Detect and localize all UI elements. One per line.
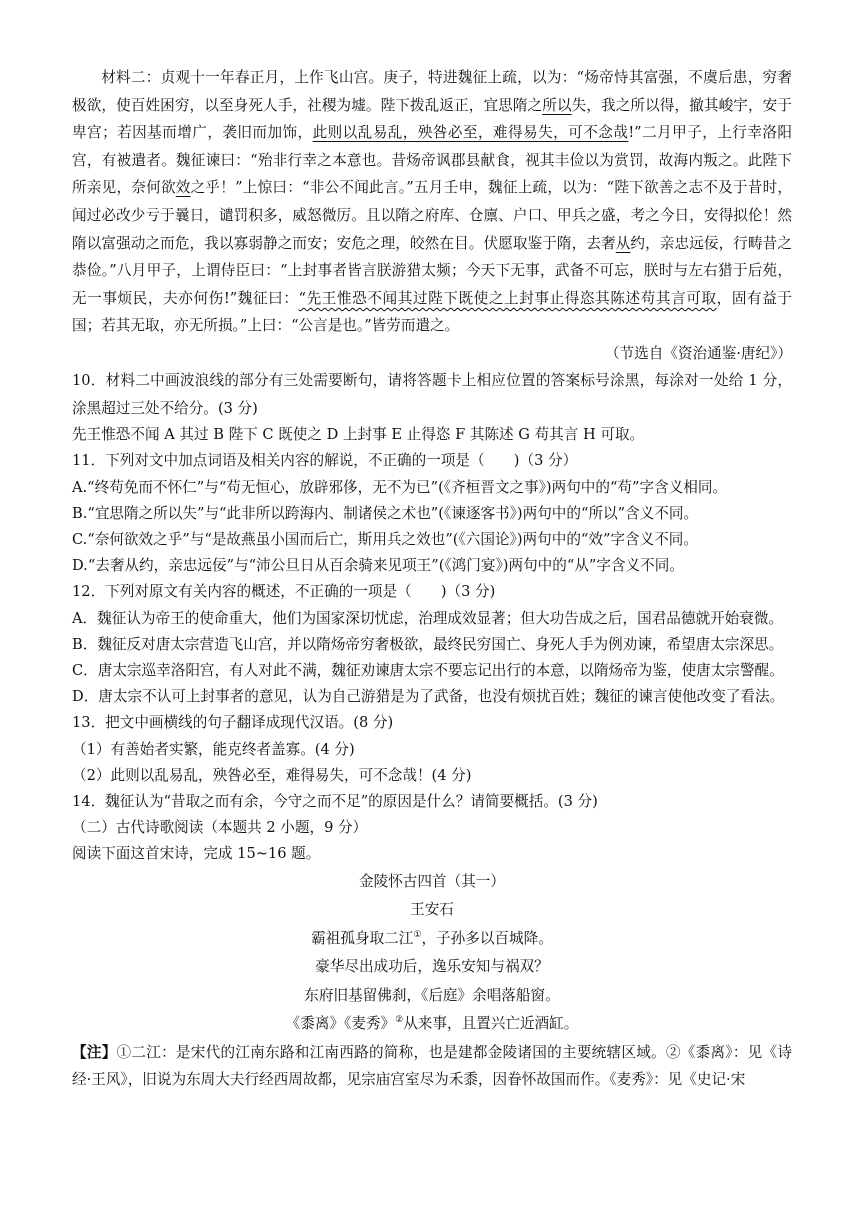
passage-text: !”二月甲子，上行幸洛阳宫，有被遣者。魏征谏曰：“殆非行幸之本意也。昔炀帝讽郡县献食，视其丰俭以为赏罚，故海内叛之。此陛下所亲见，奈何欲 [72,124,792,197]
passage-text: 约，亲忠远佞，行畴昔之恭俭。”八月甲子，上谓侍臣曰：“上封事者皆言朕游猎太频；今天下无事，武备不可忘，朕时与左右猎于后苑，无一事烦民，夫亦何伤!”魏征曰： [72,234,792,307]
poem-note [72,1039,792,1093]
note-text: ①二江：是宋代的江南东路和江南西路的简称，也是建都金陵诸国的主要统辖区域。②《黍离》：见《诗经·王风》，旧说为东周大夫行经西周故都，见宗庙宫室尽为禾黍，因眷怀故国而作。《麦秀》：见《史记·宋 [72,1043,792,1088]
material-passage [72,64,792,340]
question-13-part-1: （1）有善始者实繁，能克终者盖寡。(4 分) [72,740,355,758]
question-13: 13．把文中画横线的句子翻译成现代汉语。(8 分) [72,714,394,732]
poem-text: 《黍离》《麦秀》 [285,1015,396,1033]
document-page [72,64,792,1093]
poem-instructions: 阅读下面这首宋诗，完成 15~16 题。 [72,845,321,863]
source-citation: （节选自《资治通鉴·唐纪》） [604,344,792,362]
underlined-sentence: 此则以乱易乱，殃咎必至，难得易失，可不念哉 [312,124,629,142]
question-12-option-c: C．唐太宗巡幸洛阳宫，有人对此不满，魏征劝谏唐太宗不要忘记出行的本意，以隋炀帝为鉴，使唐太宗警醒。 [72,661,784,679]
passage-text: 之乎！”上惊曰：“非公不闻此言。”五月壬申，魏征上疏，以为：“陛下欲善之志不及于昔时，闻过必改少亏于曩日，谴罚积多，威怒微厉。且以隋之府库、仓廪、户口、甲兵之盛，考之今日，安得拟伦！然隋以富强动之而危，我以寡弱静之而安；安危之理，皎然在目。伏愿取鉴于隋，去奢 [72,179,792,252]
passage-text: 材料二：贞观十一年春正月，上作飞山宫。庚子，特进魏征上疏，以为：“炀帝恃其富强，不虞后患，穷奢极欲，使百姓困穷，以至身死人手，社稷为墟。陛下拨乱返正，宜思隋之 [72,69,792,114]
question-12-option-d: D．唐太宗不认可上封事者的意见，认为自己游猎是为了武备，也没有烦扰百姓；魏征的谏言使他改变了看法。 [72,688,785,706]
poem-line-3: 东府旧基留佛刹，《后庭》余唱落船窗。 [304,986,560,1004]
poem-text: 从来事，且置兴亡近酒缸。 [403,1015,579,1033]
poem-line-4 [72,1010,792,1039]
poem-text: ，子孙多以百城降。 [421,929,553,947]
poem-author: 王安石 [410,901,454,919]
question-12: 12．下列对原文有关内容的概述，不正确的一项是（ )（3 分) [72,583,496,601]
question-11-option-c: C.“奈何欲效之乎”与“是故燕虽小国而后亡，斯用兵之效也”(《六国论》)两句中的“效”字含义不同。 [72,530,698,548]
question-11-option-a: A.“终苟免而不怀仁”与“苟无恒心，放辟邪侈，无不为已”(《齐桓晋文之事》)两句中的“苟”字含义相同。 [72,478,728,496]
question-14: 14．魏征认为“昔取之而有余，今守之而不足”的原因是什么？请简要概括。(3 分) [72,792,598,810]
poem-line-1 [72,925,792,954]
poem-title: 金陵怀古四首（其一） [359,872,505,890]
question-13-part-2: （2）此则以乱易乱，殃咎必至，难得易失，可不念哉！(4 分) [72,766,472,784]
footnote-marker: ① [413,929,422,940]
passage-text: 失，我之所以得，撤其峻宇，安于卑宫；若因基而增广，袭旧而加饰， [72,96,792,142]
note-label: 【注】 [72,1043,117,1061]
question-11: 11．下列对文中加点词语及相关内容的解说，不正确的一项是（ )（3 分） [72,452,578,470]
question-10-options: 先王惟恐不闻 A 其过 B 陛下 C 既使之 D 上封事 E 止得恣 F 其陈述 G 苟其言 H 可取。 [72,426,645,444]
wavy-line-segment: “先王惟恐不闻其过陛下既使之上封事止得恣其陈述苟其言可取 [298,289,717,307]
question-12-option-a: A．魏征认为帝王的使命重大，他们为国家深切忧虑，治理成效显著；但大功告成之后，国君品德就开始衰微。 [72,609,784,627]
question-12-option-b: B．魏征反对唐太宗营造飞山宫，并以隋炀帝穷奢极欲，最终民穷国亡、身死人手为例劝谏，希望唐太宗深思。 [72,635,784,653]
footnote-marker: ② [395,1015,404,1026]
passage-text: ，固有益于国；若其无取，亦无所损。”上曰：“公言是也。”皆劳而遣之。 [72,289,792,335]
question-11-option-b: B.“宜思隋之所以失”与“此非所以跨海内、制诸侯之术也”(《谏逐客书》)两句中的“所以”含义不同。 [72,504,699,522]
question-11-option-d: D.“去奢从约，亲忠远佞”与“沛公旦日从百余骑来见项王”(《鸿门宴》)两句中的“从”字含义不同。 [72,557,684,575]
poem-line-2: 豪华尽出成功后，逸乐安知与祸双？ [315,958,549,976]
section-heading: （二）古代诗歌阅读（本题共 2 小题，9 分） [72,819,368,837]
question-10: 10．材料二中画波浪线的部分有三处需要断句，请将答题卡上相应位置的答案标号涂黑，每涂对一处给 1 分，涂黑超过三处不给分。(3 分) [72,371,792,417]
poem-text: 霸祖孤身取二江 [311,929,414,947]
dotted-word: 从 [615,234,631,252]
dotted-word: 所以 [542,96,572,114]
dotted-word: 效 [175,179,191,197]
